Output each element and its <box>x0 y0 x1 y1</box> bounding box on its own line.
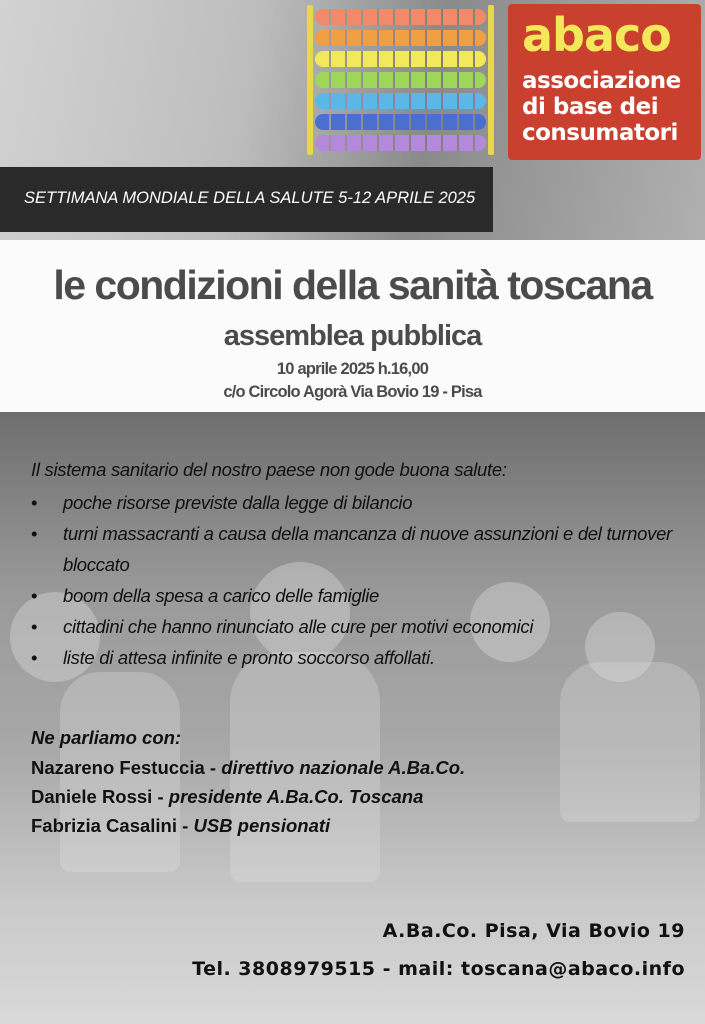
event-subtitle: assemblea pubblica <box>223 320 482 352</box>
speaker-separator: - <box>204 757 222 778</box>
speaker-separator: - <box>177 815 194 836</box>
abacus-logo-icon <box>303 5 498 157</box>
intro-text: Il sistema sanitario del nostro paese non gode buona salute: <box>31 459 507 480</box>
abacus-rod-right <box>488 5 494 155</box>
brand-subtitle-line: consumatori <box>522 120 678 146</box>
speaker-role: presidente A.Ba.Co. Toscana <box>168 786 424 807</box>
bullet-icon: • <box>31 585 38 606</box>
speaker-name: Nazareno Festuccia <box>31 757 205 778</box>
brand-logo <box>508 4 701 160</box>
issues-list <box>31 487 696 673</box>
list-item <box>31 580 696 611</box>
bullet-icon: • <box>31 616 38 637</box>
footer-contacts: Tel. 3808979515 - mail: toscana@abaco.info <box>192 958 685 980</box>
week-banner <box>0 167 493 232</box>
list-item-text: turni massacranti a causa della mancanza di nuove assunzioni e del turnover bloccato <box>63 523 672 575</box>
abacus-beads-row <box>315 93 486 109</box>
bullet-icon: • <box>31 523 38 544</box>
speaker-name: Daniele Rossi <box>31 786 153 807</box>
list-item-text: poche risorse previste dalla legge di bilancio <box>63 492 413 513</box>
bullet-icon: • <box>31 647 38 668</box>
speaker-row <box>31 811 691 840</box>
list-item <box>31 487 696 518</box>
abacus-rod-left <box>307 5 313 155</box>
speaker-row <box>31 782 691 811</box>
list-item-text: cittadini che hanno rinunciato alle cure per motivi economici <box>63 616 534 637</box>
list-item-text: liste di attesa infinite e pronto soccorso affollati. <box>63 647 435 668</box>
event-date: 10 aprile 2025 h.16,00 <box>276 360 429 378</box>
brand-name: abaco <box>522 8 671 62</box>
list-item-text: boom della spesa a carico delle famiglie <box>63 585 380 606</box>
list-item <box>31 518 696 580</box>
speakers-heading: Ne parliamo con: <box>31 727 182 748</box>
brand-subtitle-line: associazione <box>522 68 681 94</box>
bullet-icon: • <box>31 492 38 513</box>
list-item <box>31 642 696 673</box>
brand-subtitle <box>522 68 681 146</box>
event-location: c/o Circolo Agorà Via Bovio 19 - Pisa <box>223 383 482 401</box>
list-item <box>31 611 696 642</box>
speaker-name: Fabrizia Casalini <box>31 815 177 836</box>
brand-subtitle-line: di base dei <box>522 94 659 120</box>
speaker-role: direttivo nazionale A.Ba.Co. <box>221 757 466 778</box>
speakers-section <box>31 723 691 840</box>
abacus-beads-row <box>315 72 486 88</box>
page-title: le condizioni della sanità toscana <box>53 262 652 308</box>
speaker-row <box>31 753 691 782</box>
footer-address: A.Ba.Co. Pisa, Via Bovio 19 <box>382 920 685 942</box>
speaker-role: USB pensionati <box>193 815 331 836</box>
title-panel <box>0 240 705 412</box>
week-banner-text: SETTIMANA MONDIALE DELLA SALUTE 5-12 APRILE 2025 <box>24 189 476 207</box>
abacus-beads-row <box>315 114 486 130</box>
abacus-beads-row <box>315 30 486 46</box>
abacus-beads-row <box>315 9 486 25</box>
speaker-separator: - <box>152 786 169 807</box>
abacus-beads-row <box>315 51 486 67</box>
abacus-beads-row <box>315 135 486 151</box>
